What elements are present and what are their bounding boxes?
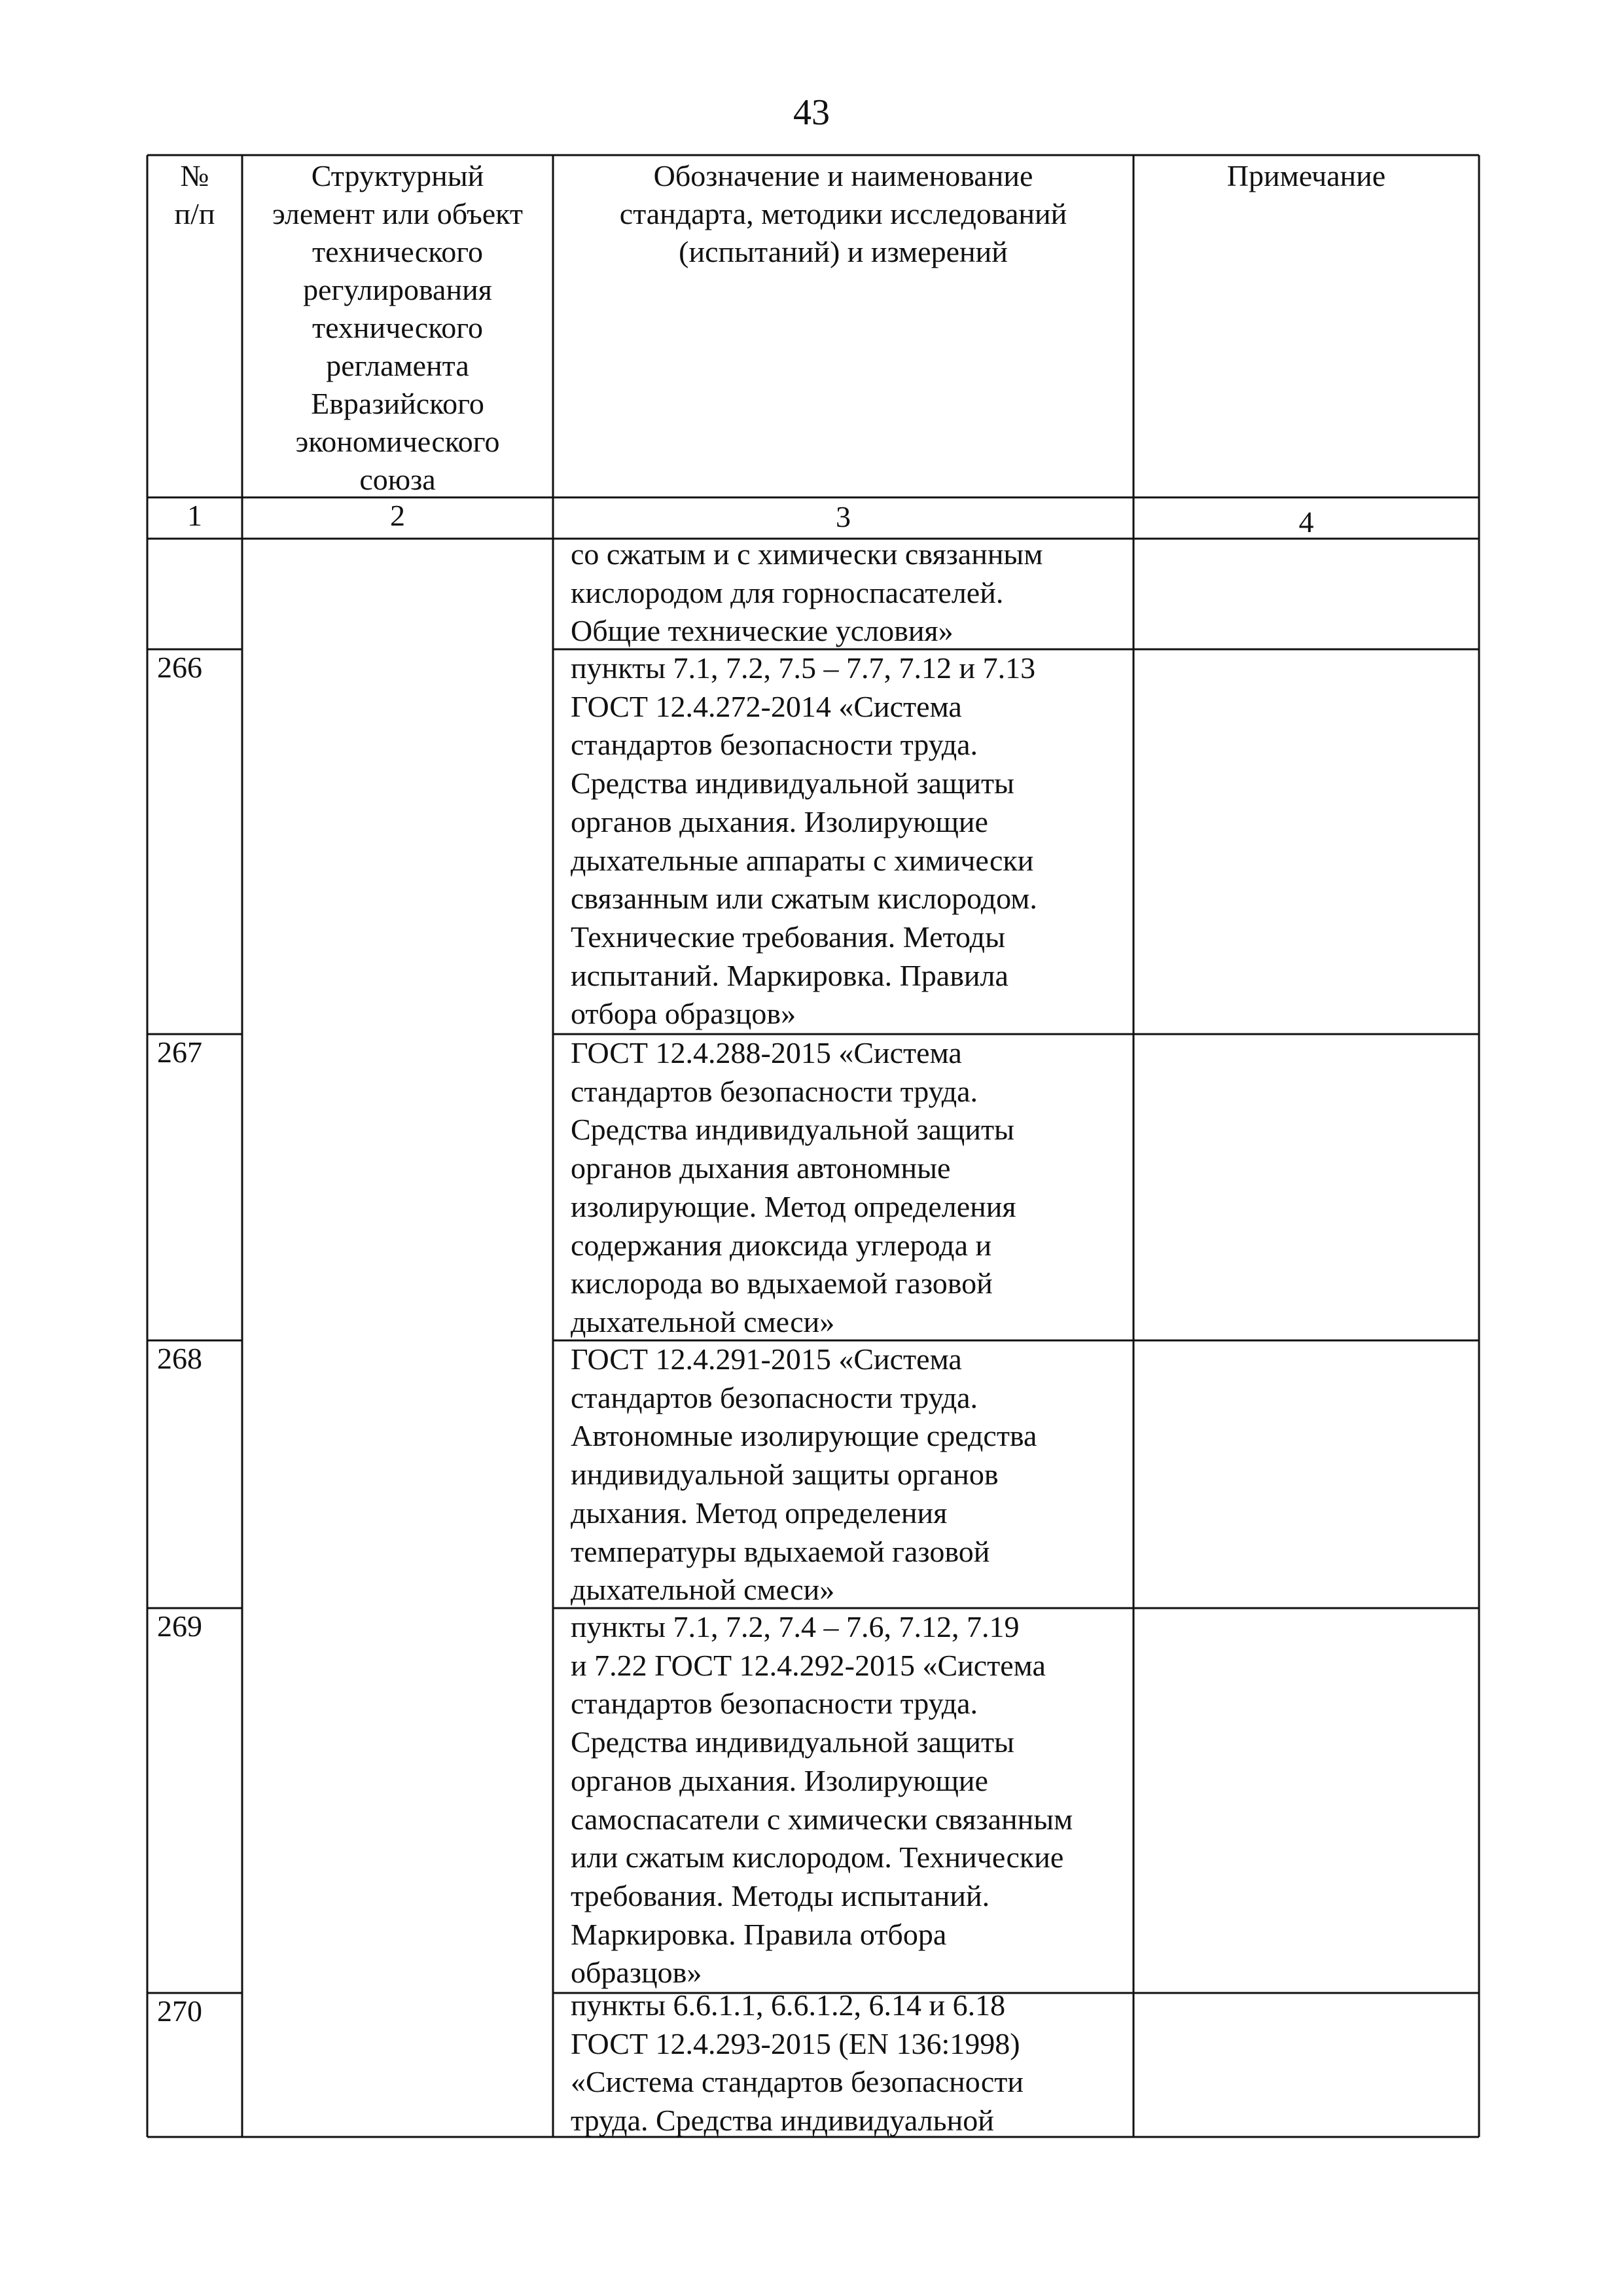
standard-line: ГОСТ 12.4.272-2014 «Система <box>571 689 962 723</box>
standard-line: дыхательной смеси» <box>571 1304 835 1338</box>
header-col2-line: регулирования <box>303 273 492 306</box>
column-number-3: 3 <box>836 500 851 533</box>
standard-cell-270 <box>571 1986 1133 2140</box>
standard-line: самоспасатели с химически связанным <box>571 1802 1073 1836</box>
row-number-268: 268 <box>157 1342 202 1375</box>
standard-cell-268 <box>571 1340 1133 1609</box>
standard-line: стандартов безопасности труда. <box>571 1380 978 1414</box>
standard-line: пункты 7.1, 7.2, 7.4 – 7.6, 7.12, 7.19 <box>571 1610 1020 1643</box>
standard-cell-266 <box>571 649 1133 1033</box>
standard-line: или сжатым кислородом. Технические <box>571 1840 1064 1874</box>
standard-line: органов дыхания. Изолирующие <box>571 804 988 838</box>
standard-line: органов дыхания. Изолирующие <box>571 1763 988 1797</box>
standard-line: «Система стандартов безопасности <box>571 2065 1024 2099</box>
row-number-266: 266 <box>157 651 202 684</box>
header-col2-line: элемент или объект <box>272 197 524 230</box>
standard-line: образцов» <box>571 1956 702 1990</box>
standard-line: температуры вдыхаемой газовой <box>571 1534 990 1568</box>
standard-line: изолирующие. Метод определения <box>571 1189 1016 1223</box>
standard-line: индивидуальной защиты органов <box>571 1458 999 1492</box>
standard-line: испытаний. Маркировка. Правила <box>571 958 1008 992</box>
header-col2-line: технического <box>312 235 483 268</box>
standard-line: пункты 6.6.1.1, 6.6.1.2, 6.14 и 6.18 <box>571 1988 1006 2022</box>
standard-line: органов дыхания автономные <box>571 1151 951 1185</box>
standard-line: стандартов безопасности труда. <box>571 1074 978 1108</box>
standard-line: ГОСТ 12.4.293-2015 (EN 136:1998) <box>571 2026 1020 2060</box>
header-col2-line: Евразийского <box>311 387 484 420</box>
header-col4-line: Примечание <box>1226 159 1386 192</box>
header-col2-line: технического <box>312 311 483 344</box>
standard-line: ГОСТ 12.4.291-2015 «Система <box>571 1342 962 1376</box>
column-number-1: 1 <box>187 499 202 532</box>
standard-line: стандартов безопасности труда. <box>571 728 978 762</box>
header-col2-line: союза <box>359 463 436 496</box>
standard-line: кислорода во вдыхаемой газовой <box>571 1266 993 1300</box>
standard-line: Средства индивидуальной защиты <box>571 1113 1014 1147</box>
header-col1-line: п/п <box>174 197 215 230</box>
standard-line: дыхательные аппараты с химически <box>571 843 1034 877</box>
header-col1-line: № <box>180 159 209 192</box>
standard-line: кислородом для горноспасателей. <box>571 575 1004 609</box>
header-col3-line: (испытаний) и измерений <box>679 235 1008 268</box>
standard-cell-continued <box>571 535 1133 651</box>
standard-line: Средства индивидуальной защиты <box>571 766 1014 800</box>
standard-line: отбора образцов» <box>571 997 796 1031</box>
page-number: 43 <box>793 92 830 133</box>
standard-line: требования. Методы испытаний. <box>571 1878 990 1912</box>
standard-line: труда. Средства индивидуальной <box>571 2104 994 2138</box>
standard-line: стандартов безопасности труда. <box>571 1687 978 1721</box>
header-col1 <box>147 157 242 233</box>
standard-line: связанным или сжатым кислородом. <box>571 882 1037 916</box>
standard-line: Средства индивидуальной защиты <box>571 1725 1014 1759</box>
row-number-267: 267 <box>157 1035 202 1069</box>
standard-line: и 7.22 ГОСТ 12.4.292-2015 «Система <box>571 1648 1046 1682</box>
standard-line: Автономные изолирующие средства <box>571 1419 1037 1453</box>
standard-line: дыхания. Метод определения <box>571 1496 948 1530</box>
standard-cell-267 <box>571 1034 1133 1342</box>
column-number-4: 4 <box>1298 505 1314 539</box>
header-col3-line: Обозначение и наименование <box>653 159 1033 192</box>
column-number-2: 2 <box>390 499 405 532</box>
standard-line: Маркировка. Правила отбора <box>571 1917 947 1951</box>
standard-line: ГОСТ 12.4.288-2015 «Система <box>571 1036 962 1069</box>
standard-line: пункты 7.1, 7.2, 7.5 – 7.7, 7.12 и 7.13 <box>571 651 1036 685</box>
row-number-270: 270 <box>157 1994 202 2028</box>
header-col2-line: регламента <box>326 349 469 382</box>
standard-line: содержания диоксида углерода и <box>571 1228 992 1262</box>
header-col2-line: экономического <box>295 425 500 458</box>
header-col3 <box>553 157 1133 271</box>
row-number-269: 269 <box>157 1609 202 1643</box>
standard-line: Технические требования. Методы <box>571 920 1005 954</box>
standard-line: со сжатым и с химически связанным <box>571 537 1043 571</box>
header-col2 <box>242 157 553 499</box>
header-col4 <box>1133 157 1479 195</box>
header-col2-line: Структурный <box>311 159 484 192</box>
standard-line: дыхательной смеси» <box>571 1573 835 1607</box>
standard-cell-269 <box>571 1608 1133 1992</box>
header-col3-line: стандарта, методики исследований <box>619 197 1067 230</box>
standard-line: Общие технические условия» <box>571 614 954 648</box>
